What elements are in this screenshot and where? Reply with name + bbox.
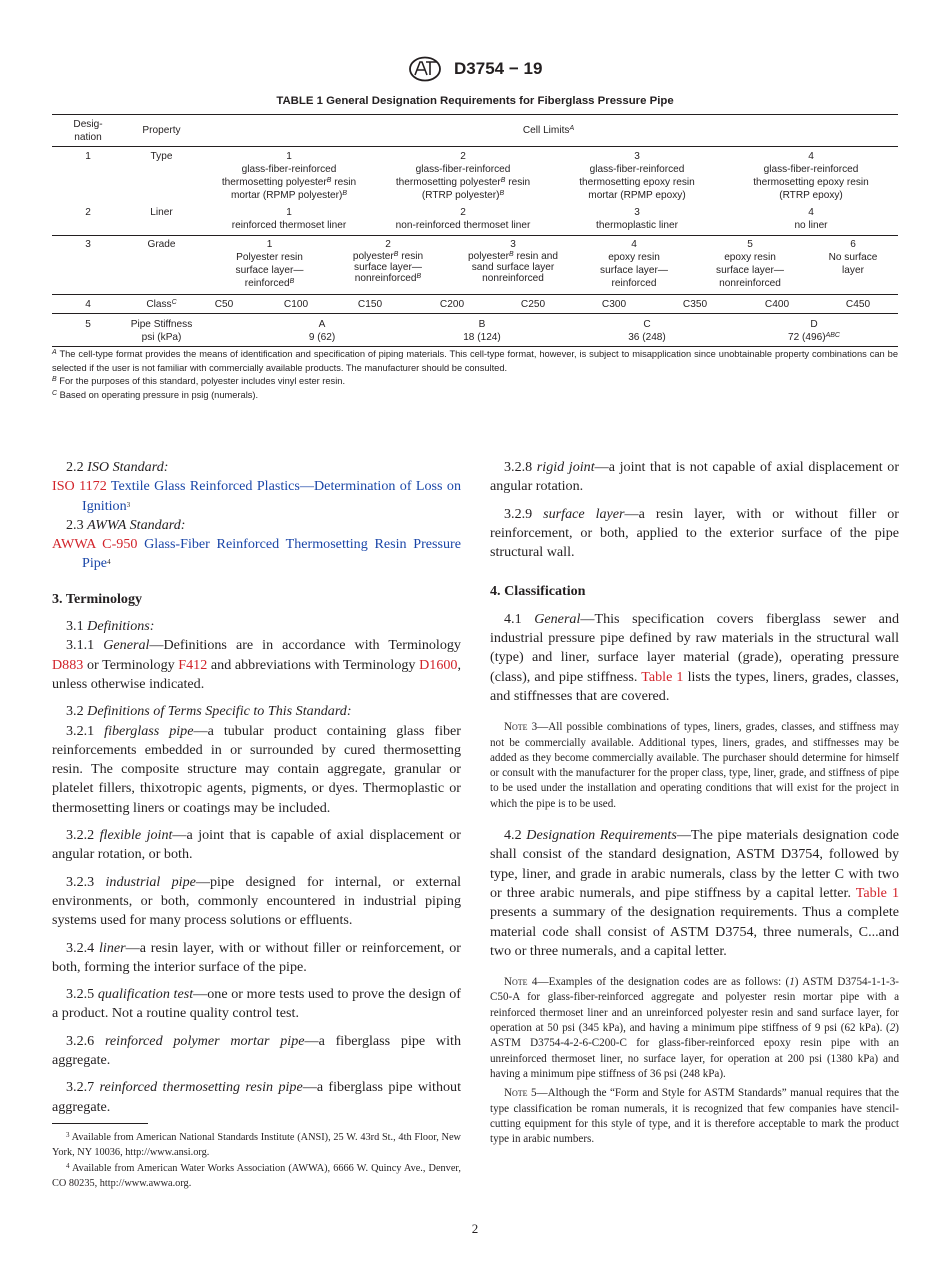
class-value: C300 bbox=[601, 299, 627, 310]
class-value: C100 bbox=[283, 299, 309, 310]
awwa-c950-title-link[interactable]: Glass-Fiber Reinforced Thermosetting Resin Pressure Pipe bbox=[82, 536, 462, 572]
stiffness-cell-c: C 36 (248) bbox=[628, 319, 666, 343]
right-column bbox=[490, 458, 899, 1147]
para-3-2-9: 3.2.9 surface layer—a resin layer, with or without filler or reinforcement, or both, applied to the exterior surface of the pipe structural wall. bbox=[490, 505, 899, 561]
row-type-number: 1 bbox=[85, 151, 91, 162]
para-3-2-3: 3.2.3 industrial pipe—pipe designed for internal, or external environments, or both, commonly encountered in industrial piping systems used for many process solutions or effluents. bbox=[52, 873, 461, 929]
para-3-2-2: 3.2.2 flexible joint—a joint that is capable of axial displacement or angular rotation, or both. bbox=[52, 827, 462, 863]
para-3-2-7: 3.2.7 reinforced thermosetting resin pipe—a fiberglass pipe without aggregate. bbox=[52, 1079, 461, 1115]
note-5: Note 5—Although the “Form and Style for ASTM Standards” manual requires that the type classification be roman numerals, it is recognized that few companies have stencil-cutting equipment for this style of type, and it is therefore acceptable to mark the product type in arabic numbers. bbox=[490, 1087, 899, 1146]
grade-cell-6: 6 No surface layer bbox=[828, 239, 878, 276]
d1600-link[interactable]: D1600 bbox=[419, 656, 458, 673]
liner-cell-4: 4 no liner bbox=[794, 207, 828, 231]
awwa-standard-heading: 2.3 AWWA Standard: bbox=[66, 516, 186, 533]
section-3-heading: 3. Terminology bbox=[52, 590, 143, 607]
row-stiffness-number: 5 bbox=[85, 319, 91, 330]
row-liner-number: 2 bbox=[85, 207, 91, 218]
table-footnote-c: $^C$ Based on operating pressure in psig (numerals). bbox=[52, 389, 259, 400]
grade-cell-4: 4 epoxy resin surface layer— reinforced bbox=[600, 239, 668, 289]
document-id: D3754 − 19 bbox=[454, 59, 543, 78]
class-value: C50 bbox=[214, 299, 234, 310]
class-value: C200 bbox=[439, 299, 465, 310]
para-4-1: 4.1 General—This specification covers fiberglass sewer and industrial pressure pipe defined by raw materials in the structural wall (type) and liner, surface layer material (grade), operating pressure (class), and pipe stiffness. Table 1 lists the types, liners, grades, classes, and stiffnesses that are covered. bbox=[490, 610, 899, 704]
para-3-1: 3.1 Definitions: bbox=[66, 618, 155, 635]
grade-cell-2: 2 polyester$^B$ resin surface layer— nonreinforced$^B$ bbox=[352, 239, 424, 284]
type-cell-1: 1 glass-fiber-reinforced thermosetting polyester$^B$ resin mortar (RPMP polyester)$^B$ bbox=[221, 151, 357, 201]
para-3-2-4: 3.2.4 liner—a resin layer, with or without filler or reinforcement, or both, forming the interior surface of the pipe. bbox=[52, 939, 462, 975]
para-3-2-1: 3.2.1 fiberglass pipe—a tubular product containing glass fiber reinforcements embedded in or surrounded by cured thermosetting resin. The composite structure may contain aggregate, granular or platelet fillers, thixotropic agents, pigments, or dyes. Thermoplastic or thermosetting liners or coatings may be included. bbox=[52, 722, 461, 816]
iso-1172-link[interactable]: ISO 1172 bbox=[52, 478, 107, 495]
grade-cell-1: 1 Polyester resin surface layer— reinforced$^B$ bbox=[235, 239, 304, 289]
d883-link[interactable]: D883 bbox=[52, 656, 84, 673]
header-property: Property bbox=[142, 125, 181, 136]
stiffness-cell-a: A 9 (62) bbox=[308, 319, 336, 343]
para-3-2-5: 3.2.5 qualification test—one or more tests used to prove the design of a product. Not a routine quality control test. bbox=[52, 986, 461, 1022]
para-3-2-8: 3.2.8 rigid joint—a joint that is not capable of axial displacement or angular rotation. bbox=[490, 459, 900, 495]
grade-cell-5: 5 epoxy resin surface layer— nonreinforced bbox=[716, 239, 784, 289]
grade-cell-3: 3 polyester$^B$ resin and sand surface layer nonreinforced bbox=[468, 239, 558, 284]
stiffness-cell-b: B 18 (124) bbox=[463, 319, 501, 343]
row-type-label: Type bbox=[150, 151, 173, 162]
class-value: C250 bbox=[520, 299, 546, 310]
note-3: Note 3—All possible combinations of types, liners, grades, classes, and stiffness may not be commercially available. Additional types, liners, grades, and stiffnesses may be added as they become commercially available. The purchaser should determine for himself or consult with the manufacturer for the proper class, type, liner, grade, and stiffness of pipe to be used under the installation and operating conditions that will exist for the project in which the pipe is to be used. bbox=[490, 721, 899, 810]
para-3-1-1: 3.1.1 General—Definitions are in accordance with Terminology D883 or Terminology F412 and abbreviations with Terminology D1600, unless otherwise indicated. bbox=[52, 637, 461, 692]
f412-link[interactable]: F412 bbox=[178, 656, 208, 673]
table-1-link[interactable]: Table 1 bbox=[641, 668, 684, 685]
page-footnotes bbox=[52, 1130, 461, 1191]
page-header bbox=[0, 56, 950, 82]
table-footnotes bbox=[52, 348, 898, 402]
awwa-reference: AWWA C-950 Glass-Fiber Reinforced Thermosetting Resin Pressure Pipe$^4$ bbox=[52, 536, 462, 572]
class-value: C350 bbox=[682, 299, 708, 310]
row-stiffness-label: Pipe Stiffness psi (kPa) bbox=[130, 319, 193, 343]
type-cell-4: 4 glass-fiber-reinforced thermosetting epoxy resin (RTRP epoxy) bbox=[753, 151, 869, 201]
row-liner-label: Liner bbox=[150, 207, 173, 218]
liner-cell-3: 3 thermoplastic liner bbox=[596, 207, 678, 231]
page-number: 2 bbox=[471, 1221, 479, 1236]
para-4-2: 4.2 Designation Requirements—The pipe materials designation code shall consist of the standard designation, ASTM D3754, followed by type, liner, and grade in arabic numerals, class by the letter C with two or three arabic numerals, and pipe stiffness by a capital letter. Table 1 presents a summary of the designation requirements. Thus a complete material code shall consist of ASTM D3754, three numerals, C...and two or three numerals, and a capital letter. bbox=[490, 827, 899, 959]
row-grade-label: Grade bbox=[147, 239, 176, 250]
header-cell-limits: Cell Limits$^A$ bbox=[522, 125, 575, 136]
section-4-heading: 4. Classification bbox=[490, 583, 586, 600]
row-class-label: Class$^C$ bbox=[146, 299, 177, 310]
awwa-c950-link[interactable]: AWWA C-950 bbox=[52, 536, 138, 553]
type-cell-2: 2 glass-fiber-reinforced thermosetting polyester$^B$ resin (RTRP polyester)$^B$ bbox=[395, 151, 531, 201]
liner-cell-2: 2 non-reinforced thermoset liner bbox=[395, 207, 531, 231]
table-footnote-b: $^B$ For the purposes of this standard, polyester includes vinyl ester resin. bbox=[52, 376, 346, 387]
iso-reference: ISO 1172 Textile Glass Reinforced Plastics—Determination of Loss on Ignition$^3$ bbox=[52, 478, 461, 514]
table-1-link[interactable]: Table 1 bbox=[855, 884, 899, 901]
iso-1172-title-link[interactable]: Textile Glass Reinforced Plastics—Determination of Loss on Ignition bbox=[82, 478, 461, 514]
liner-cell-1: 1 reinforced thermoset liner bbox=[231, 207, 347, 231]
astm-logo-icon bbox=[408, 56, 442, 82]
row-class-number: 4 bbox=[85, 299, 91, 310]
footnote-3: $^3$ Available from American National Standards Institute (ANSI), 25 W. 43rd St., 4th Floor, New York, NY 10036, http://www.ansi.org. bbox=[52, 1131, 461, 1159]
class-value: C450 bbox=[845, 299, 871, 310]
iso-standard-heading: 2.2 ISO Standard: bbox=[66, 459, 169, 475]
para-3-2-6: 3.2.6 reinforced polymer mortar pipe—a fiberglass pipe with aggregate. bbox=[52, 1032, 461, 1069]
row-grade-number: 3 bbox=[85, 239, 91, 250]
table-title: TABLE 1 General Designation Requirements for Fiberglass Pressure Pipe bbox=[276, 95, 674, 107]
footnote-rule bbox=[52, 1123, 148, 1124]
para-3-2: 3.2 Definitions of Terms Specific to This Standard: bbox=[66, 703, 352, 720]
class-value: C150 bbox=[357, 299, 383, 310]
stiffness-cell-d: D 72 $(496)^{ABC}$ bbox=[787, 319, 840, 343]
footnote-4: $^4$ Available from American Water Works Association (AWWA), 6666 W. Quincy Ave., Denver, CO 80235, http://www.awwa.org. bbox=[52, 1161, 461, 1189]
table-footnote-a: $^A$ The cell-type format provides the means of identification and specification of piping materials. This cell-type format, however, is subject to misapplication since unobtainable property combinations can be selected if the user is not familiar with commercially available products. The manufacturer should be consulted. bbox=[52, 349, 899, 373]
left-column bbox=[52, 458, 461, 1117]
type-cell-3: 3 glass-fiber-reinforced thermosetting epoxy resin mortar (RPMP epoxy) bbox=[579, 151, 695, 201]
class-value: C400 bbox=[764, 299, 790, 310]
header-designation: Desig- nation bbox=[73, 119, 103, 143]
note-4: Note 4—Examples of the designation codes are as follows: (1) ASTM D3754-1-1-3-C50-A for glass-fiber-reinforced aggregate and polyester resin mortar pipe with a reinforced thermoset liner and an unreinforced polyester resin and sand surface layer, for operation at 50 psi (345 kPa), and having a minimum pipe stiffness of 9 psi (62 kPa). (2) ASTM D3754-4-2-6-C200-C for glass-fiber-reinforced epoxy resin pipe with an unreinforced thermoset liner, no surface layer, for operation at 200 psi (1380 kPa) and having a minimum pipe stiffness of 36 psi (248 kPa). bbox=[490, 976, 899, 1080]
